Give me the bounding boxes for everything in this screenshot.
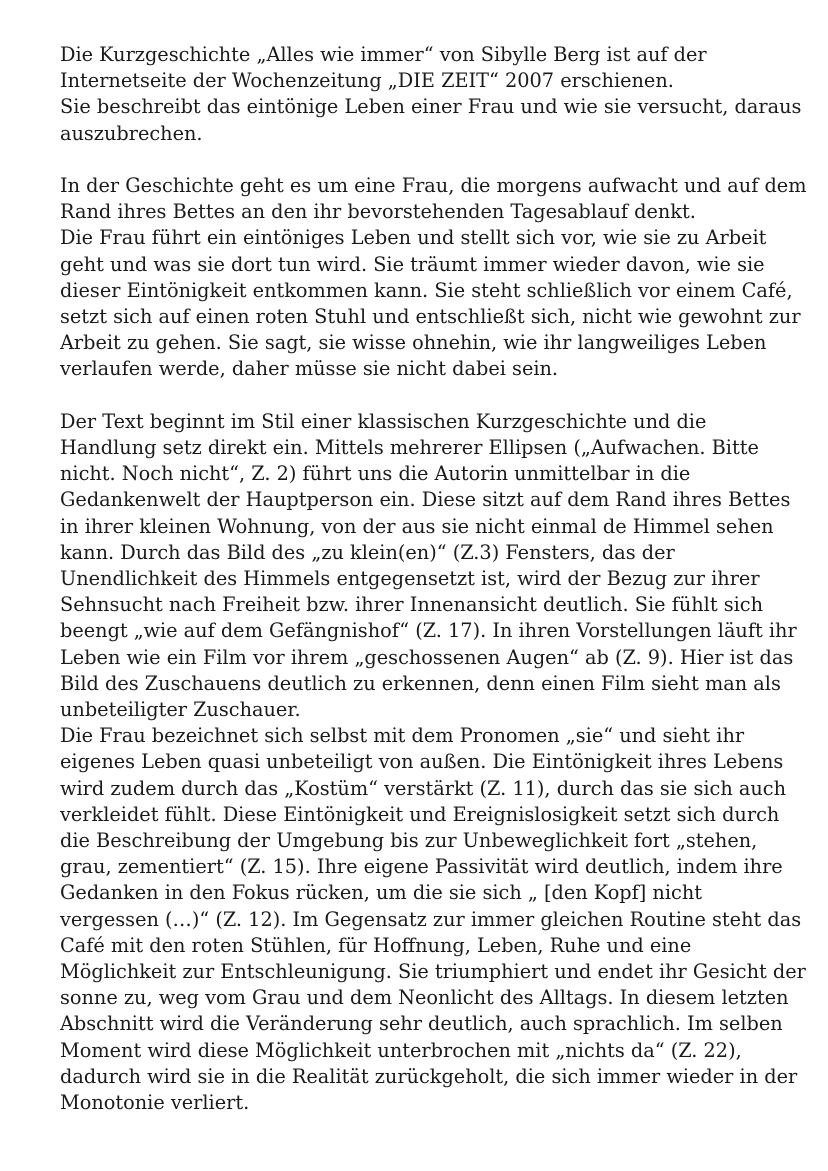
- text-line: Café mit den roten Stühlen, für Hoffnung, Leben, Ruhe und eine: [60, 933, 692, 957]
- text-line: Unendlichkeit des Himmels entgegensetzt ist, wird der Bezug zur ihrer: [60, 567, 760, 591]
- text-line: In der Geschichte geht es um eine Frau, die morgens aufwacht und auf dem: [60, 174, 807, 197]
- text-line: Handlung setz direkt ein. Mittels mehrerer Ellipsen („Aufwachen. Bitte: [60, 436, 759, 460]
- text-line: Moment wird diese Möglichkeit unterbrochen mit „nichts da“ (Z. 22),: [60, 1038, 742, 1062]
- text-line: Monotonie verliert.: [60, 1091, 250, 1115]
- text-line: Die Frau führt ein eintöniges Leben und stellt sich vor, wie sie zu Arbeit: [60, 226, 767, 250]
- text-line: sonne zu, weg vom Grau und dem Neonlicht des Alltags. In diesem letzten: [60, 986, 789, 1010]
- text-line: dadurch wird sie in die Realität zurückgeholt, die sich immer wieder in der: [60, 1064, 798, 1088]
- text-line: in ihrer kleinen Wohnung, von der aus sie nicht einmal de Himmel sehen: [60, 514, 774, 538]
- text-line: unbeteiligter Zuschauer.: [60, 698, 301, 722]
- text-line: nicht. Noch nicht“, Z. 2) führt uns die Autorin unmittelbar in die: [60, 462, 691, 486]
- text-line: die Beschreibung der Umgebung bis zur Unbeweglichkeit fort „stehen,: [60, 829, 758, 853]
- text-line: Sehnsucht nach Freiheit bzw. ihrer Innenansicht deutlich. Sie fühlt sich: [60, 593, 763, 617]
- text-line: Bild des Zuschauens deutlich zu erkennen, denn einen Film sieht man als: [60, 671, 781, 695]
- text-line: Leben wie ein Film vor ihrem „geschossenen Augen“ ab (Z. 9). Hier ist das: [60, 645, 794, 669]
- paragraph-analysis: [60, 409, 806, 1116]
- text-line: Sie beschreibt das eintönige Leben einer Frau und wie sie versucht, daraus: [60, 95, 802, 119]
- text-line: Rand ihres Bettes an den ihr bevorstehenden Tagesablauf denkt.: [60, 200, 696, 224]
- paragraph-summary: [60, 173, 807, 383]
- text-line: setzt sich auf einen roten Stuhl und entschließt sich, nicht wie gewohnt zur: [60, 305, 801, 329]
- text-line: Die Kurzgeschichte „Alles wie immer“ von Sibylle Berg ist auf der: [60, 43, 707, 66]
- text-line: Gedanken in den Fokus rücken, um die sie sich „ [den Kopf] nicht: [60, 881, 702, 905]
- text-line: dieser Eintönigkeit entkommen kann. Sie steht schließlich vor einem Café,: [60, 278, 793, 302]
- text-line: Möglichkeit zur Entschleunigung. Sie triumphiert und endet ihr Gesicht der: [60, 960, 806, 984]
- text-line: verlaufen werde, daher müsse sie nicht dabei sein.: [60, 357, 559, 381]
- document-page: [60, 42, 807, 1116]
- text-line: geht und was sie dort tun wird. Sie träumt immer wieder davon, wie sie: [60, 252, 765, 276]
- text-line: Die Frau bezeichnet sich selbst mit dem Pronomen „sie“ und sieht ihr: [60, 724, 745, 748]
- text-line: grau, zementiert“ (Z. 15). Ihre eigene Passivität wird deutlich, indem ihre: [60, 855, 783, 879]
- text-line: eigenes Leben quasi unbeteiligt von außen. Die Eintönigkeit ihres Lebens: [60, 750, 784, 774]
- text-line: beengt „wie auf dem Gefängnishof“ (Z. 17). In ihren Vorstellungen läuft ihr: [60, 619, 797, 643]
- paragraph-intro: [60, 42, 802, 147]
- text-line: wird zudem durch das „Kostüm“ verstärkt (Z. 11), durch das sie sich auch: [60, 776, 787, 800]
- text-line: Arbeit zu gehen. Sie sagt, sie wisse ohnehin, wie ihr langweiliges Leben: [60, 331, 767, 355]
- text-line: Abschnitt wird die Veränderung sehr deutlich, auch sprachlich. Im selben: [60, 1012, 783, 1036]
- text-line: Gedankenwelt der Hauptperson ein. Diese sitzt auf dem Rand ihres Bettes: [60, 488, 791, 512]
- text-line: verkleidet fühlt. Diese Eintönigkeit und Ereignislosigkeit setzt sich durch: [60, 802, 780, 826]
- text-line: kann. Durch das Bild des „zu klein(en)“ (Z.3) Fensters, das der: [60, 540, 675, 564]
- text-line: auszubrechen.: [60, 121, 203, 145]
- text-line: vergessen (…)“ (Z. 12). Im Gegensatz zur immer gleichen Routine steht das: [60, 907, 802, 931]
- text-line: Der Text beginnt im Stil einer klassischen Kurzgeschichte und die: [60, 409, 707, 433]
- text-line: Internetseite der Wochenzeitung „DIE ZEIT“ 2007 erschienen.: [60, 69, 674, 93]
